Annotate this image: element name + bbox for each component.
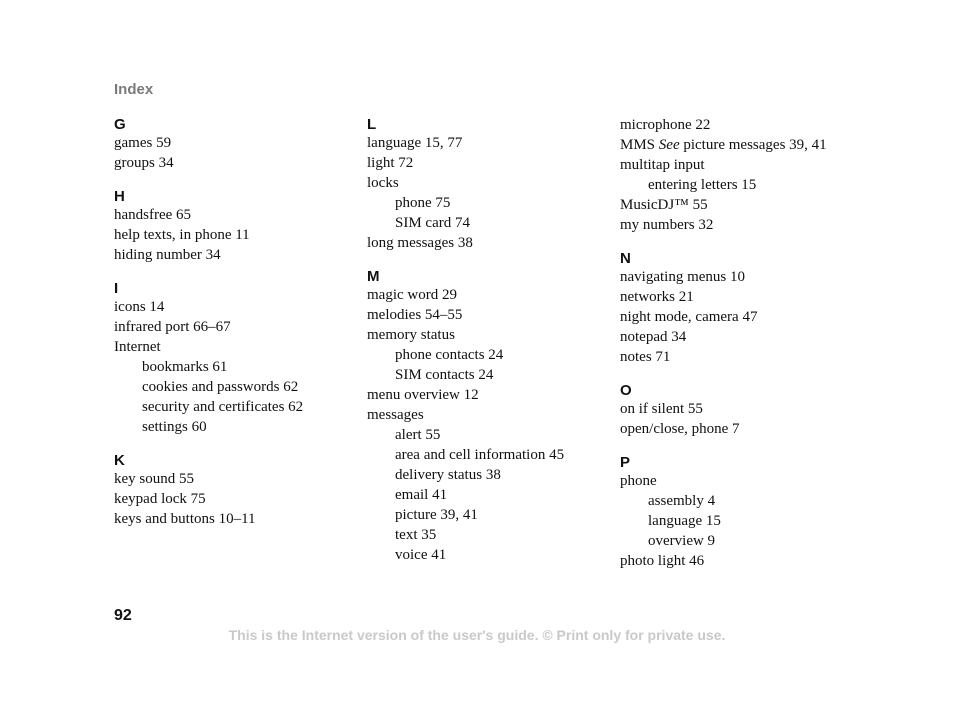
index-subentry: phone 75: [395, 195, 451, 211]
index-letter-heading: G: [114, 116, 126, 133]
index-entry: MusicDJ™ 55: [620, 197, 708, 213]
index-subentry: delivery status 38: [395, 467, 501, 483]
index-entry: key sound 55: [114, 471, 194, 487]
index-column-1: [114, 115, 354, 543]
index-group: [620, 115, 860, 235]
index-column-3: [620, 115, 860, 585]
index-subentry: area and cell information 45: [395, 447, 565, 463]
index-entry: keypad lock 75: [114, 491, 206, 507]
index-subentry: text 35: [395, 527, 437, 543]
index-letter-heading: P: [620, 454, 631, 471]
index-entry: Internet: [114, 339, 161, 355]
index-subentry: email 41: [395, 487, 448, 503]
index-entry: microphone 22: [620, 117, 711, 133]
index-entry: memory status: [367, 327, 455, 343]
index-group: [114, 451, 354, 529]
index-entry: icons 14: [114, 299, 165, 315]
index-letter-heading: L: [367, 116, 377, 133]
index-entry: long messages 38: [367, 235, 473, 251]
index-subentry: overview 9: [648, 533, 716, 549]
entry-text-after: picture messages 39, 41: [679, 137, 827, 153]
index-letter-heading: I: [114, 280, 119, 297]
index-letter-heading: N: [620, 250, 631, 267]
index-group: [620, 453, 860, 571]
index-entry: photo light 46: [620, 553, 705, 569]
index-subentry: picture 39, 41: [395, 507, 478, 523]
index-subentry: SIM card 74: [395, 215, 470, 231]
index-entry: help texts, in phone 11: [114, 227, 250, 243]
section-title: Index: [114, 81, 154, 98]
index-subentry: voice 41: [395, 547, 447, 563]
index-entry: phone: [620, 473, 657, 489]
index-entry: locks: [367, 175, 399, 191]
index-entry: hiding number 34: [114, 247, 221, 263]
index-subentry: entering letters 15: [648, 177, 757, 193]
index-subentry: alert 55: [395, 427, 441, 443]
index-group: [114, 187, 354, 265]
index-group: [620, 381, 860, 439]
index-entry: open/close, phone 7: [620, 421, 740, 437]
index-entry: navigating menus 10: [620, 269, 745, 285]
index-subentry: security and certificates 62: [142, 399, 304, 415]
index-subentry: cookies and passwords 62: [142, 379, 299, 395]
index-entry: melodies 54–55: [367, 307, 463, 323]
index-group: [620, 249, 860, 367]
index-entry: [620, 135, 860, 155]
see-reference: See: [658, 137, 680, 153]
index-entry: light 72: [367, 155, 414, 171]
index-subentry: bookmarks 61: [142, 359, 228, 375]
index-entry: notes 71: [620, 349, 671, 365]
entry-text: MMS: [620, 137, 659, 153]
index-group: [114, 279, 354, 437]
index-entry: keys and buttons 10–11: [114, 511, 256, 527]
index-subentry: language 15: [648, 513, 721, 529]
index-group: [367, 115, 607, 253]
index-entry: networks 21: [620, 289, 694, 305]
index-subentry: settings 60: [142, 419, 207, 435]
page-number: 92: [114, 607, 132, 624]
index-subentry: SIM contacts 24: [395, 367, 494, 383]
index-entry: messages: [367, 407, 424, 423]
footer-notice: This is the Internet version of the user's guide. © Print only for private use.: [228, 627, 726, 643]
index-entry: magic word 29: [367, 287, 457, 303]
index-entry: groups 34: [114, 155, 174, 171]
index-entry: games 59: [114, 135, 172, 151]
index-entry: menu overview 12: [367, 387, 479, 403]
index-subentry: assembly 4: [648, 493, 716, 509]
index-subentry: phone contacts 24: [395, 347, 504, 363]
index-entry: handsfree 65: [114, 207, 192, 223]
index-entry: my numbers 32: [620, 217, 714, 233]
index-column-2: [367, 115, 607, 579]
index-group: [114, 115, 354, 173]
index-entry: infrared port 66–67: [114, 319, 231, 335]
index-entry: multitap input: [620, 157, 705, 173]
index-letter-heading: O: [620, 382, 632, 399]
index-letter-heading: K: [114, 452, 125, 469]
index-letter-heading: H: [114, 188, 125, 205]
index-entry: night mode, camera 47: [620, 309, 758, 325]
index-entry: language 15, 77: [367, 135, 463, 151]
index-group: [367, 267, 607, 565]
index-entry: on if silent 55: [620, 401, 703, 417]
index-letter-heading: M: [367, 268, 380, 285]
index-entry: notepad 34: [620, 329, 687, 345]
